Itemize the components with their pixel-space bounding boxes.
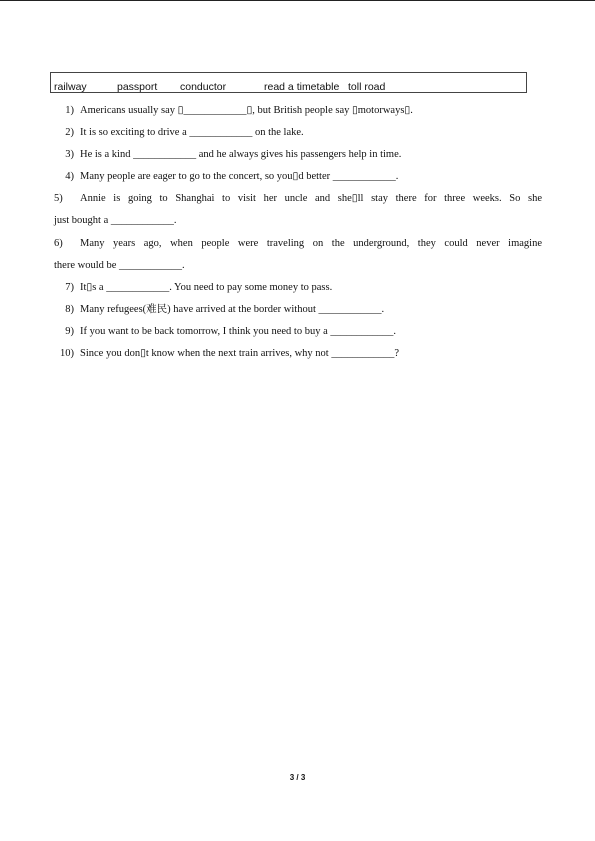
word-bank-item: passport xyxy=(117,81,158,93)
word-bank-box xyxy=(50,72,527,93)
word-bank-item: railway xyxy=(54,81,87,93)
question-text: It is so exciting to drive a ____________ on the lake. xyxy=(80,127,304,138)
word-bank-item: read a timetable xyxy=(264,81,340,93)
question-text: Americans usually say ▯____________▯, but British people say ▯motorways▯. xyxy=(80,105,413,116)
question-number: 2) xyxy=(65,127,74,138)
question-9 xyxy=(54,325,396,338)
question-text: If you want to be back tomorrow, I think you need to buy a ____________. xyxy=(80,326,397,337)
page-number: 3 / 3 xyxy=(289,773,306,782)
question-number: 8) xyxy=(65,304,74,315)
question-number: 1) xyxy=(65,105,74,116)
question-number: 10) xyxy=(60,348,74,359)
question-3 xyxy=(54,148,401,161)
question-6-line-1 xyxy=(54,237,542,250)
question-text: It▯s a ____________. You need to pay some money to pass. xyxy=(80,282,333,293)
question-number: 9) xyxy=(65,326,74,337)
question-text: Annie is going to Shanghai to visit her uncle and she▯ll stay there for three weeks. So she xyxy=(80,193,542,204)
question-number: 5) xyxy=(54,193,63,204)
question-7 xyxy=(54,281,332,294)
question-number: 7) xyxy=(65,282,74,293)
question-2 xyxy=(54,126,304,139)
question-number: 3) xyxy=(65,149,74,160)
question-5-line-2: just bought a ____________. xyxy=(54,215,177,226)
question-text: Many years ago, when people were traveling on the underground, they could never imagine xyxy=(80,238,542,249)
question-text: He is a kind ____________ and he always gives his passengers help in time. xyxy=(80,149,402,160)
question-text: Since you don▯t know when the next train arrives, why not ____________? xyxy=(80,348,399,359)
question-1 xyxy=(54,104,413,117)
top-rule xyxy=(0,0,595,1)
question-text: Many people are eager to go to the concert, so you▯d better ____________. xyxy=(80,171,399,182)
question-text: Many refugees(难民) have arrived at the border without ____________. xyxy=(80,304,385,315)
question-6-line-2: there would be ____________. xyxy=(54,260,185,271)
question-10 xyxy=(54,347,399,360)
word-bank-item: toll road xyxy=(348,81,386,93)
question-number: 6) xyxy=(54,238,63,249)
question-5-line-1 xyxy=(54,192,542,205)
question-4 xyxy=(54,170,398,183)
word-bank-item: conductor xyxy=(180,81,227,93)
question-number: 4) xyxy=(65,171,74,182)
question-8 xyxy=(54,303,384,316)
